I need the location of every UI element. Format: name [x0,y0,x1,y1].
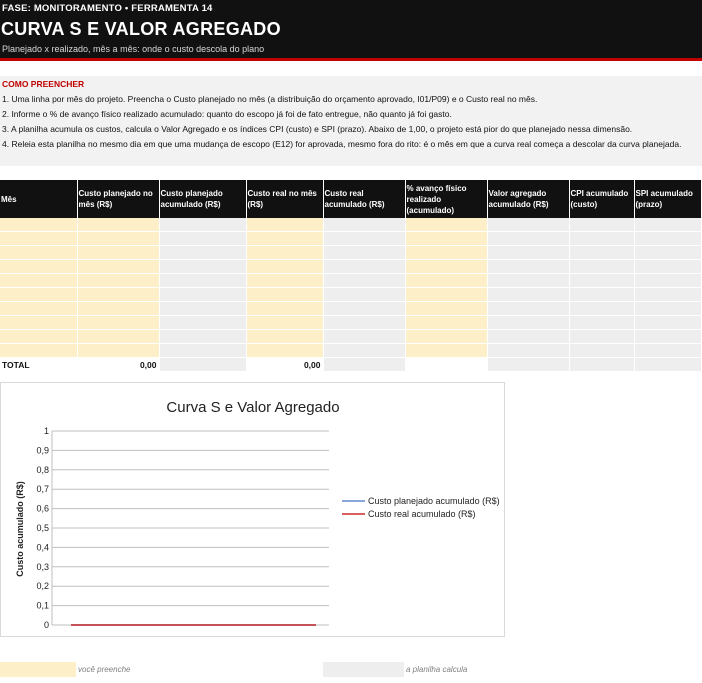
calculated-cell [323,330,405,344]
instruction-line: 2. Informe o % de avanço físico realizado acumulado: quanto do escopo já foi de fato entregue, não quanto já foi gasto. [2,109,452,119]
page-title: CURVA S E VALOR AGREGADO [1,19,281,39]
chart-y-tick-label: 0,5 [36,523,49,533]
input-cell[interactable] [405,288,487,302]
calculated-cell [323,274,405,288]
input-cell[interactable] [405,218,487,232]
input-cell[interactable] [246,260,323,274]
input-cell[interactable] [77,344,159,358]
input-cell[interactable] [0,274,77,288]
input-cell[interactable] [246,246,323,260]
calculated-cell [487,218,569,232]
calculated-cell [323,246,405,260]
column-header: Custo real no mês (R$) [246,180,323,218]
input-cell[interactable] [77,316,159,330]
accent-divider [0,58,702,61]
total-cell [487,358,569,372]
instructions-heading: COMO PREENCHER [2,79,85,89]
chart-y-ticks [36,426,49,630]
calculated-cell [569,260,634,274]
calculated-cell [487,260,569,274]
chart-y-tick-label: 0,8 [36,464,49,475]
table-row [0,274,701,288]
calculated-cell [569,344,634,358]
chart-y-tick-label: 0,4 [36,542,49,553]
chart-y-tick-label: 0,2 [36,581,49,592]
input-cell[interactable] [77,330,159,344]
calculated-cell [569,288,634,302]
input-legend-label: você preenche [78,665,131,674]
total-real-month: 0,00 [246,358,323,372]
chart-gridlines [52,431,329,625]
input-cell[interactable] [405,274,487,288]
total-row [0,358,701,372]
calculated-cell [487,302,569,316]
calculated-cell [634,302,701,316]
header-banner [0,0,702,58]
table-row [0,232,701,246]
input-cell[interactable] [405,260,487,274]
table-row [0,260,701,274]
calculated-cell [487,316,569,330]
total-label: TOTAL [0,358,77,372]
table-row [0,316,701,330]
calculated-cell [323,344,405,358]
input-cell[interactable] [77,288,159,302]
instruction-line: 3. A planilha acumula os custos, calcula o Valor Agregado e os índices CPI (custo) e SPI (prazo). Abaixo de 1,00, o projeto está pior do que planejado nessa dimensão. [2,124,633,134]
input-cell[interactable] [0,344,77,358]
input-cell[interactable] [405,246,487,260]
table-row [0,302,701,316]
input-cell[interactable] [0,302,77,316]
input-cell[interactable] [405,330,487,344]
phase-label: FASE: MONITORAMENTO • FERRAMENTA 14 [2,3,213,14]
input-cell[interactable] [77,302,159,316]
input-cell[interactable] [0,330,77,344]
calculated-cell [569,274,634,288]
calculated-cell [323,232,405,246]
calculated-cell [159,260,246,274]
total-cell [159,358,246,372]
input-cell[interactable] [246,344,323,358]
calculated-cell [569,302,634,316]
chart-legend [342,496,500,519]
input-cell[interactable] [405,302,487,316]
column-header: SPI acumulado (prazo) [634,180,701,218]
calculated-cell [159,316,246,330]
calculated-cell [323,288,405,302]
calculated-cell [569,218,634,232]
calculated-cell [159,232,246,246]
total-cell [323,358,405,372]
calculated-cell [159,274,246,288]
calculated-cell [323,302,405,316]
chart-y-axis-label: Custo acumulado (R$) [15,481,25,577]
input-cell[interactable] [246,330,323,344]
total-cell [634,358,701,372]
input-cell[interactable] [77,274,159,288]
calculated-cell [634,344,701,358]
input-cell[interactable] [246,232,323,246]
calculated-cell [159,246,246,260]
column-header: CPI acumulado (custo) [569,180,634,218]
calculated-cell [634,260,701,274]
calculated-cell [323,316,405,330]
total-cell [569,358,634,372]
calculated-cell [159,288,246,302]
calculated-cell [159,302,246,316]
calculated-cell [634,330,701,344]
column-header: Custo planejado no mês (R$) [77,180,159,218]
input-cell[interactable] [246,218,323,232]
input-cell[interactable] [0,218,77,232]
input-cell[interactable] [405,316,487,330]
calculated-cell [634,218,701,232]
table-row [0,218,701,232]
chart-legend-label: Custo real acumulado (R$) [368,509,476,519]
calculated-cell [487,344,569,358]
input-cell[interactable] [0,316,77,330]
calculated-cell [569,232,634,246]
input-cell[interactable] [77,246,159,260]
input-cell[interactable] [77,218,159,232]
chart-y-tick-label: 0,1 [36,600,49,611]
column-header: Mês [0,180,77,218]
calc-legend-label: a planilha calcula [406,665,468,674]
chart-y-tick-label: 0,6 [36,503,49,514]
input-cell[interactable] [0,246,77,260]
input-cell[interactable] [0,288,77,302]
calculated-cell [634,316,701,330]
input-cell[interactable] [246,288,323,302]
calc-color-swatch [323,662,404,677]
table-row [0,330,701,344]
calculated-cell [569,330,634,344]
column-header: Custo real acumulado (R$) [323,180,405,218]
calculated-cell [323,260,405,274]
calculated-cell [159,344,246,358]
chart-canvas [1,383,504,636]
calculated-cell [634,232,701,246]
instructions-panel [0,76,702,166]
input-cell[interactable] [0,232,77,246]
calculated-cell [159,218,246,232]
calculated-cell [487,274,569,288]
calculated-cell [634,274,701,288]
chart-title: Curva S e Valor Agregado [166,399,340,416]
monthly-data-table [0,180,702,372]
calculated-cell [323,218,405,232]
s-curve-chart [0,382,505,637]
total-planned-month: 0,00 [77,358,159,372]
calculated-cell [569,246,634,260]
table-header-row [0,180,701,218]
calculated-cell [634,246,701,260]
calculated-cell [569,316,634,330]
chart-y-tick-label: 1 [43,426,49,436]
table-row [0,288,701,302]
table-row [0,246,701,260]
input-cell[interactable] [77,232,159,246]
calculated-cell [634,288,701,302]
instruction-line: 4. Releia esta planilha no mesmo dia em que uma mudança de escopo (E12) for aprovada, mesmo fora do rito: é o mês em que a curva real começa a descolar da curva planejada. [2,139,682,149]
input-cell[interactable] [405,232,487,246]
column-header: Valor agregado acumulado (R$) [487,180,569,218]
input-cell[interactable] [0,260,77,274]
total-cell [405,358,487,372]
input-cell[interactable] [246,316,323,330]
page-subtitle: Planejado x realizado, mês a mês: onde o custo descola do plano [2,44,265,54]
input-cell[interactable] [246,274,323,288]
input-color-swatch [0,662,76,677]
instruction-line: 1. Uma linha por mês do projeto. Preencha o Custo planejado no mês (a distribuição do orçamento aprovado, I01/P09) e o Custo real no mês. [2,94,538,104]
calculated-cell [487,288,569,302]
chart-y-tick-label: 0,9 [36,445,49,456]
calculated-cell [159,330,246,344]
column-header: Custo planejado acumulado (R$) [159,180,246,218]
calculated-cell [487,330,569,344]
calculated-cell [487,232,569,246]
chart-y-tick-label: 0 [43,620,49,630]
input-cell[interactable] [405,344,487,358]
input-cell[interactable] [77,260,159,274]
chart-legend-label: Custo planejado acumulado (R$) [368,496,500,506]
column-header: % avanço físico realizado (acumulado) [405,180,487,218]
input-cell[interactable] [246,302,323,316]
calculated-cell [487,246,569,260]
chart-y-tick-label: 0,7 [36,484,49,495]
chart-y-tick-label: 0,3 [36,561,49,572]
table-row [0,344,701,358]
